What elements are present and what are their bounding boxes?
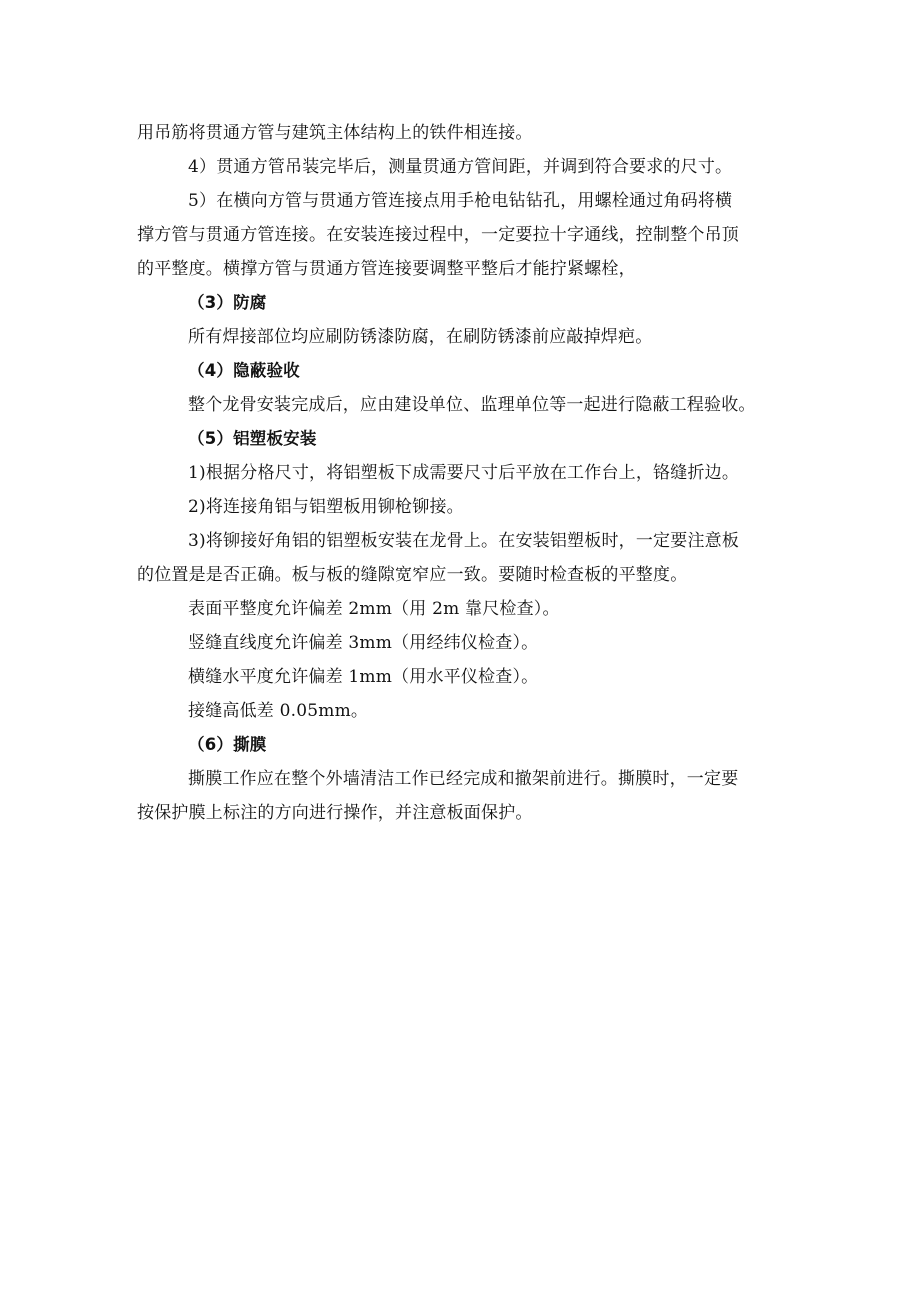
paragraph-tolerance-horizontal: [137, 660, 787, 694]
text-line: 接缝高低差 0.05mm。: [188, 701, 369, 721]
paragraph-tolerance-flatness: [137, 592, 787, 626]
text-line: 的位置是是否正确。板与板的缝隙宽窄应一致。要随时检查板的平整度。: [137, 565, 688, 585]
section-heading-film-removal: （6）撕膜: [188, 735, 267, 754]
text-line: 4）贯通方管吊装完毕后，测量贯通方管间距，并调到符合要求的尺寸。: [188, 157, 733, 177]
paragraph-film-removal: [137, 762, 787, 830]
text-line: 1)根据分格尺寸，将铝塑板下成需要尺寸后平放在工作台上，铬缝折边。: [188, 463, 740, 483]
text-line: 表面平整度允许偏差 2mm（用 2m 靠尺检查）。: [188, 599, 560, 619]
paragraph-anticorrosion: [137, 320, 787, 354]
text-line: 5）在横向方管与贯通方管连接点用手枪电钻钻孔，用螺栓通过角码将横: [188, 191, 733, 211]
paragraph-panel-step-3: [137, 524, 787, 592]
text-line: 的平整度。横撑方管与贯通方管连接要调整平整后才能拧紧螺栓，: [137, 259, 636, 279]
paragraph-step-4: [137, 150, 787, 184]
text-line: 用吊筋将贯通方管与建筑主体结构上的铁件相连接。: [137, 123, 533, 143]
paragraph-panel-step-2: [137, 490, 787, 524]
paragraph-tolerance-vertical: [137, 626, 787, 660]
text-line: 2)将连接角铝与铝塑板用铆枪铆接。: [188, 497, 464, 517]
paragraph-hanger-connection: [137, 116, 787, 150]
text-line: 3)将铆接好角铝的铝塑板安装在龙骨上。在安装铝塑板时，一定要注意板: [188, 531, 740, 551]
paragraph-tolerance-joint: [137, 694, 787, 728]
text-line: 横缝水平度允许偏差 1mm（用水平仪检查）。: [188, 667, 539, 687]
paragraph-step-5: [137, 184, 787, 286]
text-line: 撑方管与贯通方管连接。在安装连接过程中，一定要拉十字通线，控制整个吊顶: [137, 225, 739, 245]
section-heading-anticorrosion: （3）防腐: [188, 293, 267, 312]
text-line: 按保护膜上标注的方向进行操作，并注意板面保护。: [137, 803, 533, 823]
paragraph-panel-step-1: [137, 456, 787, 490]
document-body: [137, 116, 787, 830]
paragraph-concealed-acceptance: [137, 388, 787, 422]
text-line: 撕膜工作应在整个外墙清洁工作已经完成和撤架前进行。撕膜时，一定要: [188, 769, 739, 789]
section-heading-panel-installation: （5）铝塑板安装: [188, 429, 317, 448]
text-line: 所有焊接部位均应刷防锈漆防腐，在刷防锈漆前应敲掉焊疤。: [188, 327, 653, 347]
section-heading-concealed-acceptance: （4）隐蔽验收: [188, 361, 300, 380]
text-line: 整个龙骨安装完成后，应由建设单位、监理单位等一起进行隐蔽工程验收。: [188, 395, 756, 415]
text-line: 竖缝直线度允许偏差 3mm（用经纬仪检查）。: [188, 633, 539, 653]
